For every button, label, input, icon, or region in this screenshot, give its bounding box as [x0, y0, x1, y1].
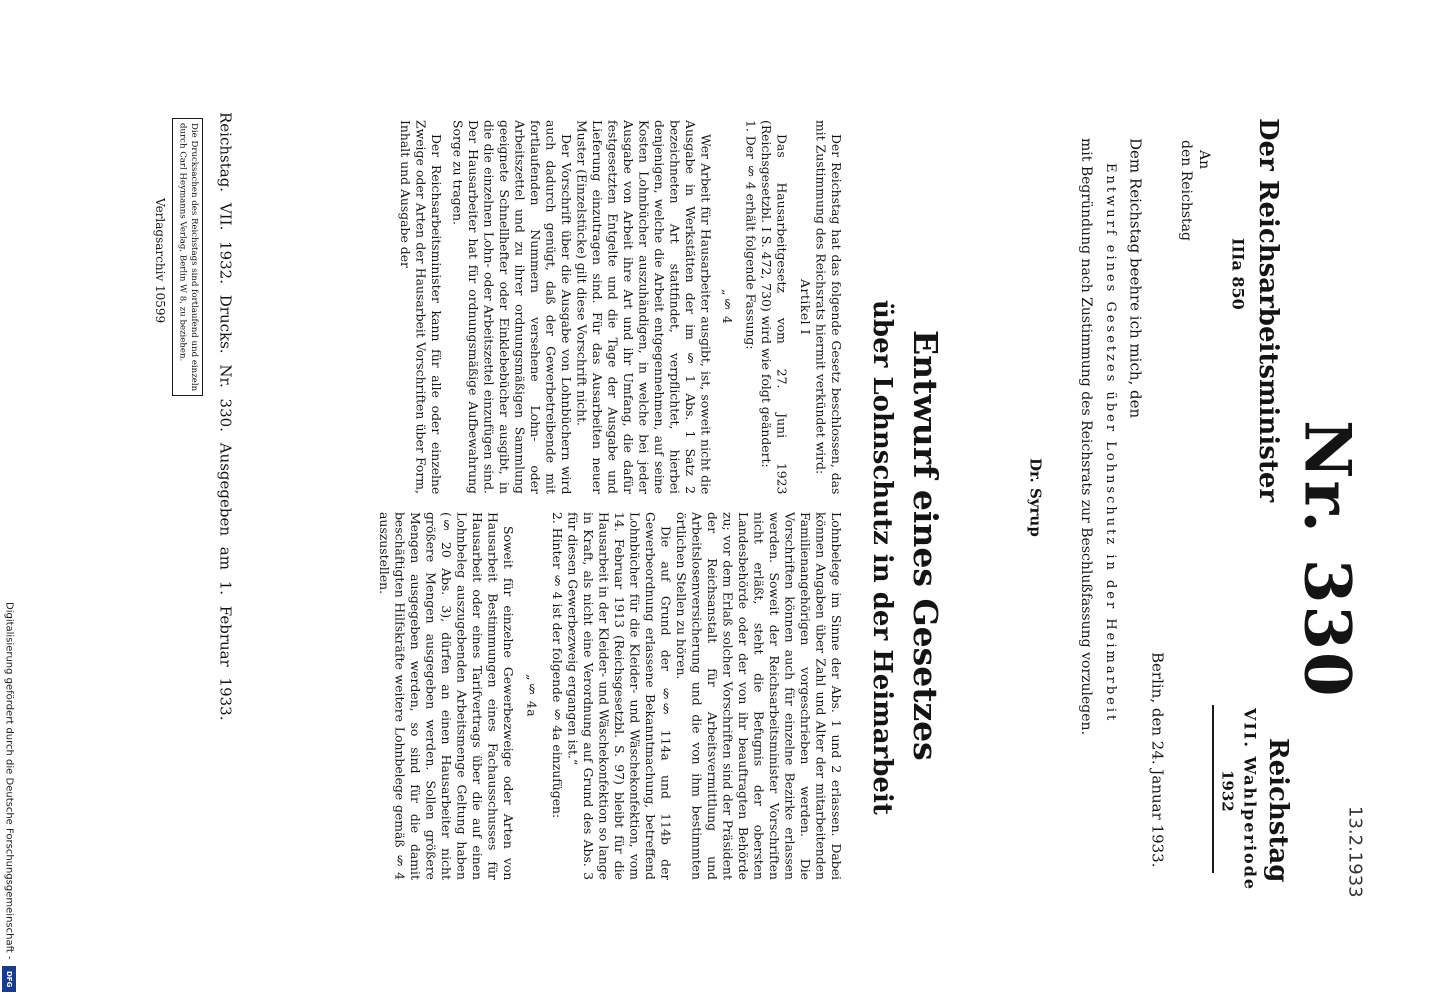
- article-intro: Das Hausarbeitgesetz vom 27. Juni 1923 (Reichsgesetzbl. I S. 472, 730) wird wie folgt geändert:: [759, 120, 790, 494]
- intro-line-1: Dem Reichstag beehre ich mich, den: [1126, 138, 1145, 419]
- place-date: Berlin, den 24. Januar 1933.: [1148, 652, 1167, 868]
- intro-line-2: Entwurf eines Gesetzes über Lohnschutz in der Heimarbeit: [1102, 163, 1118, 724]
- address-an: An: [1196, 150, 1213, 170]
- digitization-credit: Digitalisierung gefördert durch die Deutsche Forschungsgemeinschaft -: [3, 602, 15, 960]
- scan-date: 13.2.1933: [1344, 806, 1366, 898]
- right-paragraph-3: Soweit für einzelne Gewerbezweige oder Arten von Hausarbeit Bestimmungen eines Fachausschusses für Hausarbeit oder eines Tarifvertrags über die auf einen Lohnbeleg auszugebenden Arbeitsmenge Geltung haben (§ 20 Abs. 3), dürfen an einen Hausarbeiter nicht größere Mengen ausgegeben werden. Sollen größere Mengen ausgegeben werden, so sind für die damit beschäftigten Hilfskräfte weitere Lohnbelege gemäß § 4 auszustellen.: [377, 512, 516, 880]
- dfg-logo-icon: DFG: [2, 966, 16, 992]
- title-line-2: über Lohnschutz in der Heimarbeit: [866, 300, 897, 815]
- notice-line-2: durch Carl Heymanns Verlag, Berlin W 8, zu beziehen.: [177, 123, 188, 362]
- sender-name: Der Reichsarbeitsminister: [1252, 118, 1283, 503]
- section-4-paragraph-3: Der Reichsarbeitsminister kann für alle oder einzelne Zweige oder Arten der Hausarbeit Vorschriften über Form, Inhalt und Ausgabe der: [398, 120, 444, 494]
- wahlperiode-year: 1932: [1218, 770, 1237, 812]
- publisher-notice: [172, 118, 203, 396]
- item-1: 1. Der § 4 erhält folgende Fassung:: [743, 120, 759, 350]
- section-heading-4a: „§ 4a: [524, 674, 540, 718]
- section-4-paragraph-1: Wer Arbeit für Hausarbeiter ausgibt, ist, soweit nicht die Ausgabe in Werkstätten der im § 1 Abs. 1 Satz 2 bezeichneten Art stattfindet, verpflichtet, hierbei denjenigen, welche die Arbeit entgegennehmen, auf seine Kosten Lohnbücher auszuhändigen, in welche bei jeder Ausgabe von Arbeit ihre Art und ihr Umfang, die dafür festgesetzten Entgelte und die Tage der Ausgabe und Lieferung einzutragen sind. Für das Ausarbeiten neuer Muster (Einzelstücke) gilt diese Vorschrift nicht.: [574, 120, 714, 494]
- title-line-1: Entwurf eines Gesetzes: [905, 330, 945, 761]
- item-2: 2. Hinter § 4 ist der folgende § 4a einzufügen:: [550, 512, 565, 819]
- right-paragraph-2: Die auf Grund der §§ 114a und 114b der Gewerbeordnung erlassene Bekanntmachung, betreffend Lohnbücher für die Kleider- und Wäschekonfektion, vom 14. Februar 1913 (Reichsgesetzbl. S. 97) bleibt für die Hausarbeit in der Kleider- und Wäschekonfektion so lange in Kraft, als nicht eine Verordnung auf Grund des Abs. 3 für diesen Gewerbezweig ergangen ist.“: [565, 512, 674, 880]
- document-number: Nr. 330: [1289, 420, 1365, 699]
- signature: Dr. Syrup: [1026, 458, 1045, 537]
- footer-line: Reichstag. VII. 1932. Drucks. Nr. 330. Ausgegeben am 1. Februar 1933.: [216, 112, 235, 721]
- address-recipient: den Reichstag: [1178, 140, 1195, 241]
- wahlperiode-bracket: [1212, 705, 1214, 873]
- sender-reference: IIIa 850: [1228, 238, 1248, 310]
- body-column-left: [258, 120, 844, 494]
- reichstag-heading: Reichstag: [1262, 738, 1293, 883]
- right-paragraph-1: Lohnbelege im Sinne der Abs. 1 und 2 erlassen. Dabei können Angaben über Zahl und Alter der mitarbeitenden Familienangehörigen vorgeschrieben werden. Die Vorschriften können auch für einzelne Bezirke erlassen werden. Soweit der Reichsarbeitsminister Vorschriften nicht erläßt, steht die Befugnis der obersten Landesbehörde oder der von ihr beauftragten Behörde zu; vor dem Erlaß solcher Vorschriften sind der Präsident der Reichsanstalt für Arbeitsvermittlung und Arbeitslosenversicherung und die von ihm bestimmten örtlichen Stellen zu hören.: [674, 512, 844, 880]
- wahlperiode-line: VII. Wahlperiode: [1240, 708, 1260, 892]
- body-column-right: [258, 512, 844, 880]
- section-4-paragraph-2: Der Vorschrift über die Ausgabe von Lohnbüchern wird auch dadurch genügt, daß der Gewerbetreibende mit fortlaufenden Nummern versehene Lohn- oder Arbeitszettel und zu ihrer ordnungsmäßigen Sammlung geeignete Schnellhefter oder Einklebebücher ausgibt, in die die einzelnen Lohn- oder Arbeitszettel einzufügen sind. Der Hausarbeiter hat für ordnungsmäßige Aufbewahrung Sorge zu tragen.: [450, 120, 574, 494]
- preamble: Der Reichstag hat das folgende Gesetz beschlossen, das mit Zustimmung des Reichsrats hiermit verkündet wird:: [813, 120, 844, 494]
- section-heading-4: „§ 4: [720, 289, 735, 325]
- notice-line-1: Die Drucksachen des Reichstags sind fortlaufend und einzeln: [189, 123, 200, 392]
- article-heading: Artikel I: [798, 279, 813, 335]
- archive-number: Verlagsarchiv 10599: [152, 198, 167, 324]
- intro-line-3: mit Begründung nach Zustimmung des Reichsrats zur Beschlußfassung vorzulegen.: [1078, 138, 1095, 735]
